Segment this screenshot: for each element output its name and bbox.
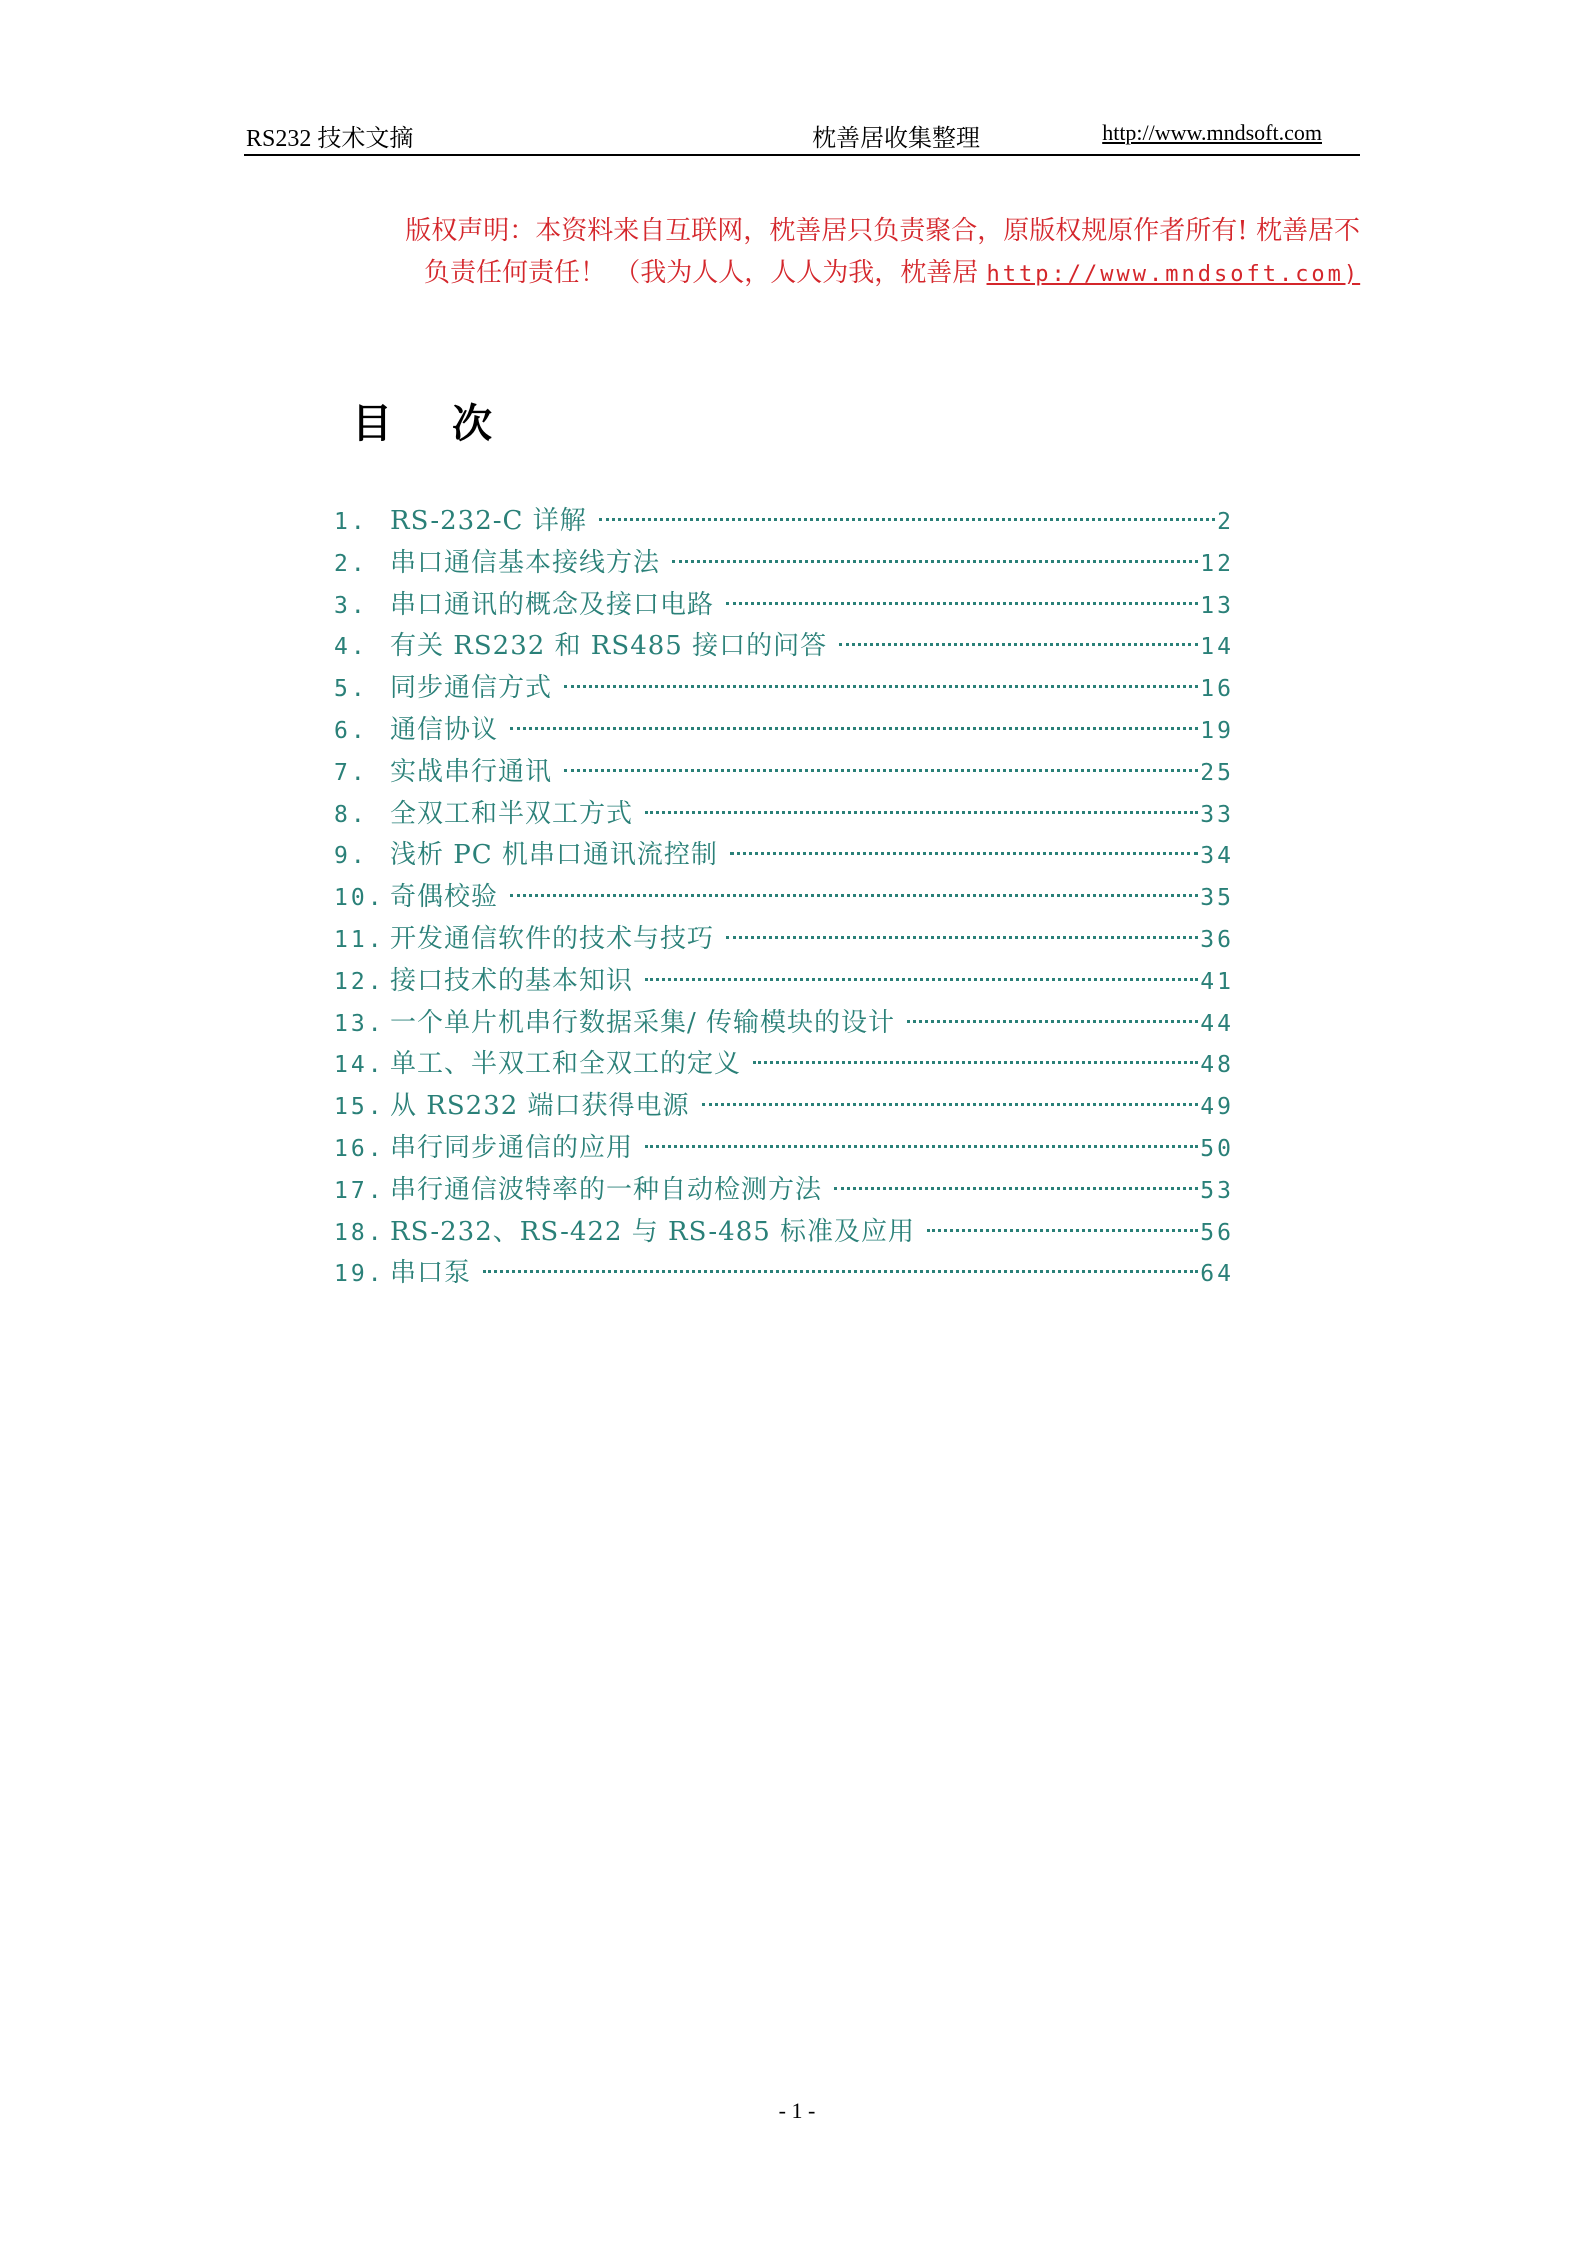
toc-entry-page: 16 bbox=[1200, 676, 1234, 703]
toc-entry-number: 1. bbox=[334, 509, 368, 535]
toc-entry-label: 接口技术的基本知识 bbox=[390, 965, 634, 996]
toc-entry-page: 2 bbox=[1217, 509, 1234, 535]
toc-entry[interactable] bbox=[334, 584, 1234, 626]
toc-entry[interactable] bbox=[334, 960, 1234, 1002]
toc-entry-number: 18. bbox=[334, 1219, 385, 1246]
header-doc-title: RS232 技术文摘 bbox=[246, 126, 414, 152]
toc-entry-label: 奇偶校验 bbox=[390, 882, 499, 913]
toc-dot-leader bbox=[510, 893, 1198, 897]
toc-entry-page: 44 bbox=[1200, 1010, 1234, 1037]
toc-entry-number: 11. bbox=[334, 926, 385, 953]
toc-entry-number: 8. bbox=[334, 801, 368, 828]
toc-entry-page: 35 bbox=[1200, 885, 1234, 912]
toc-entry[interactable] bbox=[334, 1252, 1234, 1294]
toc-dot-leader bbox=[834, 1186, 1198, 1190]
toc-entry-label: 浅析 PC 机串口通讯流控制 bbox=[390, 840, 718, 871]
toc-entry-page: 64 bbox=[1200, 1261, 1234, 1288]
toc-dot-leader bbox=[726, 601, 1198, 605]
toc-entry-number: 12. bbox=[334, 968, 385, 995]
toc-entry[interactable] bbox=[334, 542, 1234, 584]
toc-dot-leader bbox=[927, 1228, 1198, 1232]
toc-entry-label: 串行同步通信的应用 bbox=[390, 1132, 634, 1163]
toc-dot-leader bbox=[839, 642, 1198, 646]
toc-entry[interactable] bbox=[334, 500, 1234, 542]
toc-entry[interactable] bbox=[334, 709, 1234, 751]
toc-entry-page: 33 bbox=[1200, 801, 1234, 828]
toc-dot-leader bbox=[645, 810, 1198, 814]
toc-dot-leader bbox=[702, 1102, 1199, 1106]
toc-dot-leader bbox=[753, 1060, 1198, 1064]
toc-entry-page: 41 bbox=[1200, 968, 1234, 995]
copyright-line-1: 版权声明：本资料来自互联网，枕善居只负责聚合，原版权规原作者所有! 枕善居不 bbox=[405, 216, 1360, 246]
toc-entry-number: 17. bbox=[334, 1177, 385, 1204]
toc-dot-leader bbox=[726, 935, 1198, 939]
page-header bbox=[244, 112, 1360, 156]
table-of-contents bbox=[334, 500, 1234, 1294]
toc-entry[interactable] bbox=[334, 1085, 1234, 1127]
toc-entry-number: 9. bbox=[334, 843, 368, 870]
toc-entry-page: 36 bbox=[1200, 926, 1234, 953]
toc-entry-label: 单工、半双工和全双工的定义 bbox=[390, 1049, 742, 1080]
toc-entry-label: 一个单片机串行数据采集/ 传输模块的设计 bbox=[390, 1007, 896, 1038]
toc-entry-number: 3. bbox=[334, 592, 368, 619]
toc-dot-leader bbox=[564, 768, 1198, 772]
toc-entry-number: 4. bbox=[334, 634, 368, 661]
copyright-line-2-text: 负责任何责任！ （我为人人，人人为我，枕善居 bbox=[424, 258, 987, 288]
toc-entry[interactable] bbox=[334, 1211, 1234, 1253]
toc-entry-page: 56 bbox=[1200, 1219, 1234, 1246]
toc-entry-number: 13. bbox=[334, 1010, 385, 1037]
toc-entry[interactable] bbox=[334, 751, 1234, 793]
toc-entry-label: 串口泵 bbox=[390, 1258, 472, 1289]
toc-entry-label: 同步通信方式 bbox=[390, 673, 553, 704]
toc-dot-leader bbox=[645, 977, 1198, 981]
toc-entry-label: 串口通讯的概念及接口电路 bbox=[390, 589, 715, 620]
toc-entry-number: 14. bbox=[334, 1052, 385, 1079]
toc-entry-label: 串行通信波特率的一种自动检测方法 bbox=[390, 1174, 823, 1205]
toc-entry-number: 15. bbox=[334, 1094, 385, 1121]
copyright-website-link[interactable]: http://www.mndsoft.com) bbox=[986, 262, 1361, 287]
copyright-notice bbox=[330, 210, 1360, 296]
toc-entry-page: 53 bbox=[1200, 1177, 1234, 1204]
toc-entry[interactable] bbox=[334, 793, 1234, 835]
toc-entry-page: 19 bbox=[1200, 717, 1234, 744]
toc-entry-page: 12 bbox=[1200, 550, 1234, 577]
toc-entry-number: 16. bbox=[334, 1135, 385, 1162]
toc-dot-leader bbox=[645, 1144, 1198, 1148]
toc-title: 目次 bbox=[352, 401, 552, 447]
toc-dot-leader bbox=[907, 1019, 1198, 1023]
toc-entry-label: RS-232、RS-422 与 RS-485 标准及应用 bbox=[390, 1216, 916, 1247]
toc-entry-label: 全双工和半双工方式 bbox=[390, 798, 634, 829]
toc-entry-number: 2. bbox=[334, 550, 368, 577]
toc-entry-page: 48 bbox=[1200, 1052, 1234, 1079]
toc-dot-leader bbox=[730, 851, 1198, 855]
toc-entry[interactable] bbox=[334, 876, 1234, 918]
toc-entry-page: 13 bbox=[1200, 592, 1234, 619]
toc-entry-page: 50 bbox=[1200, 1135, 1234, 1162]
toc-entry[interactable] bbox=[334, 834, 1234, 876]
toc-entry-label: RS-232-C 详解 bbox=[390, 506, 587, 536]
toc-entry-page: 14 bbox=[1200, 634, 1234, 661]
toc-dot-leader bbox=[510, 726, 1198, 730]
toc-entry-number: 5. bbox=[334, 676, 368, 703]
toc-entry[interactable] bbox=[334, 1169, 1234, 1211]
toc-entry-label: 有关 RS232 和 RS485 接口的问答 bbox=[390, 631, 828, 662]
toc-entry-number: 10. bbox=[334, 885, 385, 912]
toc-entry-page: 34 bbox=[1200, 843, 1234, 870]
toc-entry-label: 串口通信基本接线方法 bbox=[390, 547, 661, 578]
toc-entry[interactable] bbox=[334, 918, 1234, 960]
toc-dot-leader bbox=[599, 517, 1215, 521]
header-website-link[interactable]: http://www.mndsoft.com bbox=[1102, 120, 1322, 145]
toc-dot-leader bbox=[672, 559, 1198, 563]
toc-entry-page: 25 bbox=[1200, 759, 1234, 786]
toc-entry-page: 49 bbox=[1200, 1094, 1234, 1121]
toc-entry-label: 通信协议 bbox=[390, 714, 499, 745]
toc-entry[interactable] bbox=[334, 625, 1234, 667]
toc-entry-number: 6. bbox=[334, 717, 368, 744]
toc-entry[interactable] bbox=[334, 667, 1234, 709]
toc-entry-label: 从 RS232 端口获得电源 bbox=[390, 1091, 690, 1122]
toc-dot-leader bbox=[564, 684, 1198, 688]
toc-entry[interactable] bbox=[334, 1127, 1234, 1169]
page-number: - 1 - bbox=[778, 2098, 816, 2123]
header-collector: 枕善居收集整理 bbox=[812, 126, 980, 152]
toc-dot-leader bbox=[483, 1269, 1198, 1273]
copyright-line-2 bbox=[330, 252, 1360, 296]
toc-entry-number: 7. bbox=[334, 759, 368, 786]
toc-entry-label: 开发通信软件的技术与技巧 bbox=[390, 923, 715, 954]
toc-entry[interactable] bbox=[334, 1002, 1234, 1044]
toc-entry[interactable] bbox=[334, 1043, 1234, 1085]
toc-entry-number: 19. bbox=[334, 1261, 385, 1288]
toc-entry-label: 实战串行通讯 bbox=[390, 756, 553, 787]
